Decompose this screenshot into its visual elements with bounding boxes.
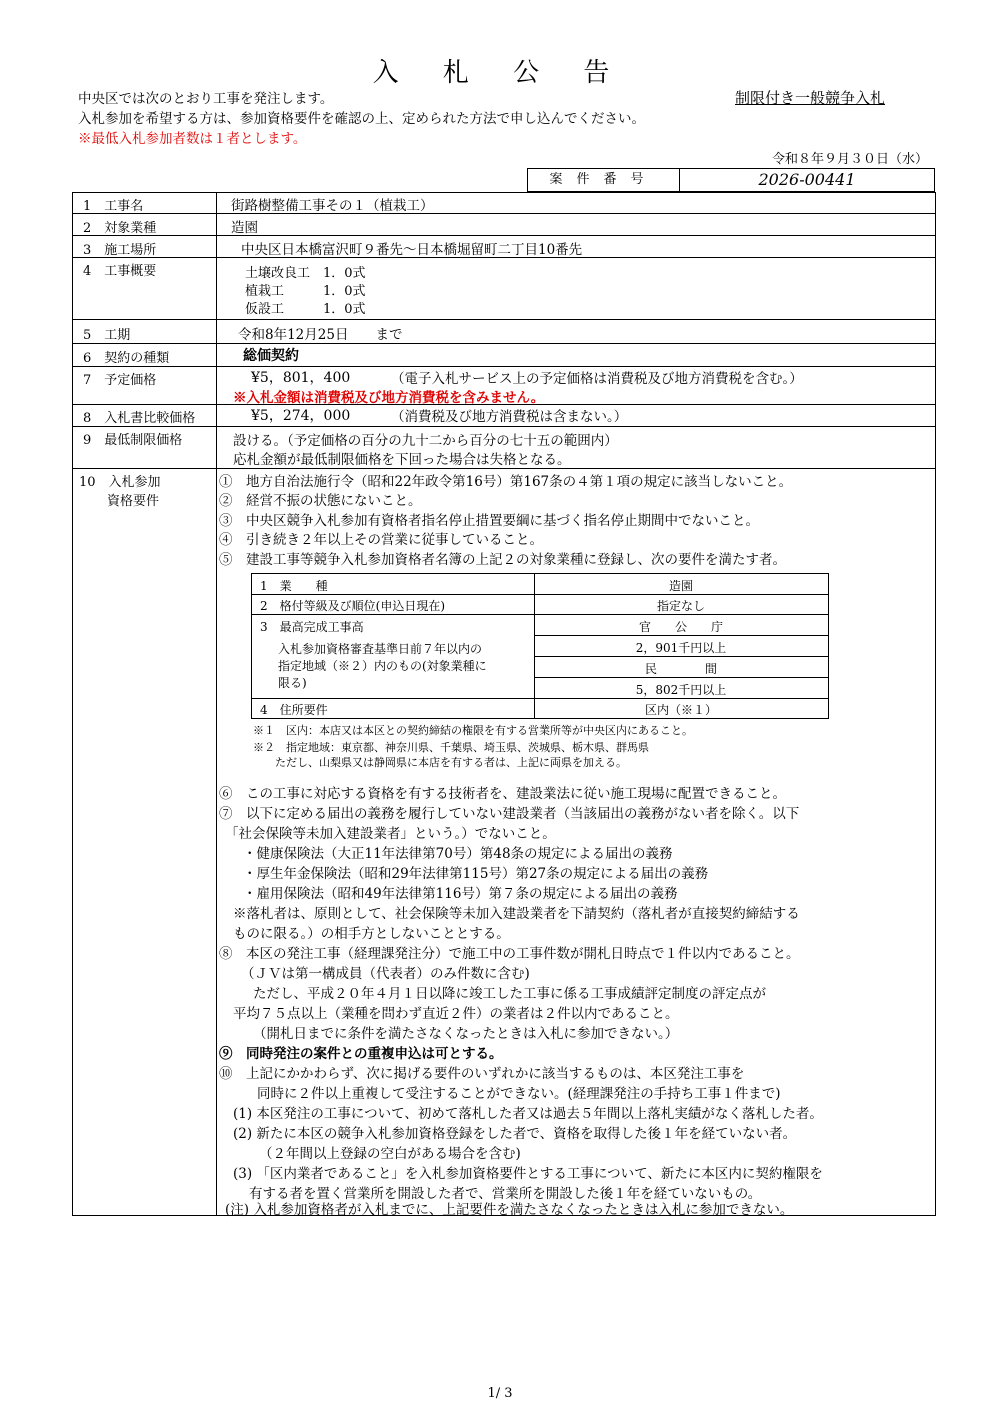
construction-name: 街路樹整備工事その１（植栽工） bbox=[231, 198, 434, 214]
row-divider bbox=[73, 343, 935, 344]
subtable-address-label: 4 住所要件 bbox=[260, 703, 328, 717]
row-label-planned-price: 7 予定価格 bbox=[83, 373, 157, 388]
eligibility-item: ※落札者は、原則として、社会保険等未加入建設業者を下請契約（落札者が直接契約締結する bbox=[233, 906, 800, 922]
publication-date: 令和８年９月３０日（水） bbox=[771, 152, 928, 167]
subtable-max-revenue-desc: 指定地域（※２）内のもの(対象業種に bbox=[278, 659, 487, 673]
eligibility-item: ⑥ この工事に対応する資格を有する技術者を、建設業法に従い施工現場に配置できること。 bbox=[219, 786, 786, 802]
subtable-address-value: 区内（※１） bbox=[644, 703, 717, 717]
row-divider bbox=[73, 426, 935, 427]
overview-item: 植栽工 1．0式 bbox=[245, 284, 366, 299]
subtable-row-divider bbox=[252, 594, 828, 595]
notice-table bbox=[72, 192, 936, 1216]
row-label-minimum-price: 9 最低制限価格 bbox=[83, 433, 183, 448]
row-label-period: 5 工期 bbox=[83, 328, 131, 343]
eligibility-item: ⑤ 建設工事等競争入札参加資格者名簿の上記２の対象業種に登録し、次の要件を満たす者。 bbox=[219, 552, 786, 568]
case-number-label: 案件番号 bbox=[528, 169, 680, 191]
subtable-government-label: 官 公 庁 bbox=[638, 620, 723, 634]
subtable-note: ※２ 指定地域：東京都、神奈川県、千葉県、埼玉県、茨城県、栃木県、群馬県 bbox=[253, 741, 649, 754]
contract-type: 総価契約 bbox=[243, 348, 299, 364]
comparison-price: ¥5，274，000 bbox=[251, 408, 351, 424]
eligibility-item: 同時に２件以上重複して受注することができない。(経理課発注の手持ち工事１件まで) bbox=[257, 1086, 781, 1102]
eligibility-item: ⑨ 同時発注の案件との重複申込は可とする。 bbox=[219, 1046, 503, 1062]
eligibility-item: ② 経営不振の状態にないこと。 bbox=[219, 493, 422, 509]
row-label-comparison-price: 8 入札書比較価格 bbox=[83, 411, 196, 426]
row-label-eligibility: 資格要件 bbox=[107, 494, 160, 509]
subtable-row-divider bbox=[534, 656, 828, 657]
subtable-max-revenue-label: 3 最高完成工事高 bbox=[260, 620, 364, 634]
bidding-method: 制限付き一般競争入札 bbox=[735, 89, 886, 107]
eligibility-item: (3) 「区内業者であること」を入札参加資格要件とする工事について、新たに本区内に契約権限を bbox=[233, 1166, 823, 1182]
subtable-row-divider bbox=[534, 635, 828, 636]
row-label-construction-name: 1 工事名 bbox=[83, 199, 144, 214]
subtable-industry-label: 1 業 種 bbox=[260, 579, 328, 593]
eligibility-item: ③ 中央区競争入札参加有資格者指名停止措置要綱に基づく指名停止期間中でないこと。 bbox=[219, 513, 759, 529]
intro-notice-min-bidders: ※最低入札参加者数は１者とします。 bbox=[78, 131, 307, 147]
requirements-subtable bbox=[251, 573, 829, 719]
row-label-contract-type: 6 契約の種類 bbox=[83, 351, 170, 366]
eligibility-item: ・健康保険法（大正11年法律第70号）第48条の規定による届出の義務 bbox=[243, 846, 673, 862]
subtable-private-value: 5，802千円以上 bbox=[635, 683, 727, 697]
eligibility-item: ① 地方自治法施行令（昭和22年政令第16号）第167条の４第１項の規定に該当しないこと。 bbox=[219, 474, 793, 490]
eligibility-item: 有する者を置く営業所を開設した者で、営業所を開設した後１年を経ていないもの。 bbox=[249, 1186, 762, 1202]
row-label-eligibility: 10 入札参加 bbox=[79, 475, 161, 490]
row-divider bbox=[73, 468, 935, 469]
eligibility-item: ⑩ 上記にかかわらず、次に掲げる要件のいずれかに該当するものは、本区発注工事を bbox=[219, 1066, 745, 1082]
subtable-max-revenue-desc: 入札参加資格審査基準日前７年以内の bbox=[278, 642, 483, 656]
subtable-note: ※１ 区内：本店又は本区との契約締結の権限を有する営業所等が中央区内にあること。 bbox=[253, 724, 693, 737]
eligibility-item: ④ 引き続き２年以上その営業に従事していること。 bbox=[219, 532, 543, 548]
eligibility-item: ・厚生年金保険法（昭和29年法律第115号）第27条の規定による届出の義務 bbox=[243, 866, 709, 882]
subtable-row-divider bbox=[252, 614, 828, 615]
eligibility-item: （ＪＶは第一構成員（代表者）のみ件数に含む) bbox=[241, 966, 530, 982]
planned-price: ¥5，801，400 bbox=[251, 370, 351, 386]
eligibility-item: 平均７５点以上（業種を問わず直近２件）の業者は２件以内であること。 bbox=[233, 1006, 679, 1022]
construction-location: 中央区日本橋富沢町９番先～日本橋堀留町二丁目10番先 bbox=[241, 242, 583, 258]
subtable-industry-value: 造園 bbox=[668, 579, 693, 593]
eligibility-item: ⑦ 以下に定める届出の義務を履行していない建設業者（当該届出の義務がない者を除く。以下 bbox=[219, 806, 800, 822]
construction-period: 令和8年12月25日 まで bbox=[238, 327, 403, 343]
row-label-location: 3 施工場所 bbox=[83, 243, 157, 258]
case-number-box bbox=[527, 168, 935, 192]
eligibility-item: (1) 本区発注の工事について、初めて落札した者又は過去５年間以上落札実績がなく落札した者。 bbox=[233, 1106, 823, 1122]
subtable-government-value: 2，901千円以上 bbox=[635, 641, 727, 655]
row-label-target-industry: 2 対象業種 bbox=[83, 221, 157, 236]
subtable-grade-label: 2 格付等級及び順位(申込日現在) bbox=[260, 599, 445, 613]
page-title: 入 札 公 告 bbox=[372, 58, 628, 88]
subtable-private-label: 民 間 bbox=[644, 662, 717, 676]
subtable-row-divider bbox=[534, 677, 828, 678]
subtable-grade-value: 指定なし bbox=[656, 599, 705, 613]
page-number: 1/ 3 bbox=[487, 1386, 513, 1401]
eligibility-item: 「社会保険等未加入建設業者」という。）でないこと。 bbox=[225, 826, 556, 842]
subtable-row-divider bbox=[252, 698, 828, 699]
row-divider bbox=[73, 235, 935, 236]
eligibility-item: ・雇用保険法（昭和49年法律第116号）第７条の規定による届出の義務 bbox=[243, 886, 678, 902]
eligibility-item: (2) 新たに本区の競争入札参加資格登録をした者で、資格を取得した後１年を経ていない者。 bbox=[233, 1126, 797, 1142]
overview-item: 仮設工 1．0式 bbox=[245, 302, 366, 317]
intro-line-2: 入札参加を希望する方は、参加資格要件を確認の上、定められた方法で申し込んでください。 bbox=[78, 111, 645, 127]
subtable-max-revenue-desc: 限る) bbox=[278, 676, 307, 690]
case-number-value: 2026-00441 bbox=[758, 170, 856, 189]
planned-price-note: （電子入札サービス上の予定価格は消費税及び地方消費税を含む。） bbox=[391, 371, 803, 387]
eligibility-item: （２年間以上登録の空白がある場合を含む) bbox=[259, 1146, 521, 1162]
comparison-price-note: （消費税及び地方消費税は含まない。） bbox=[391, 409, 628, 425]
column-divider bbox=[216, 193, 217, 1215]
row-label-overview: 4 工事概要 bbox=[83, 264, 157, 279]
eligibility-item: （開札日までに条件を満たさなくなったときは入札に参加できない。） bbox=[253, 1026, 679, 1042]
minimum-price-text: 設ける。（予定価格の百分の九十二から百分の七十五の範囲内） bbox=[233, 433, 618, 449]
eligibility-item: ⑧ 本区の発注工事（経理課発注分）で施工中の工事件数が開札日時点で１件以内であること。 bbox=[219, 946, 800, 962]
eligibility-footnote: (注) 入札参加資格者が入札までに、上記要件を満たさなくなったときは入札に参加できない。 bbox=[225, 1202, 794, 1218]
row-divider bbox=[73, 319, 935, 320]
subtable-note: ただし、山梨県又は静岡県に本店を有する者は、上記に両県を加える。 bbox=[253, 756, 627, 769]
eligibility-item: ものに限る。）の相手方としないこととする。 bbox=[233, 926, 510, 942]
target-industry: 造園 bbox=[231, 220, 258, 236]
tax-warning: ※入札金額は消費税及び地方消費税を含みません。 bbox=[233, 390, 545, 406]
minimum-price-text: 応札金額が最低制限価格を下回った場合は失格となる。 bbox=[233, 452, 571, 468]
row-divider bbox=[73, 213, 935, 214]
intro-line-1: 中央区では次のとおり工事を発注します。 bbox=[78, 91, 334, 107]
eligibility-item: ただし、平成２０年４月１日以降に竣工した工事に係る工事成績評定制度の評定点が bbox=[253, 986, 766, 1002]
overview-item: 土壌改良工 1．0式 bbox=[245, 266, 366, 281]
